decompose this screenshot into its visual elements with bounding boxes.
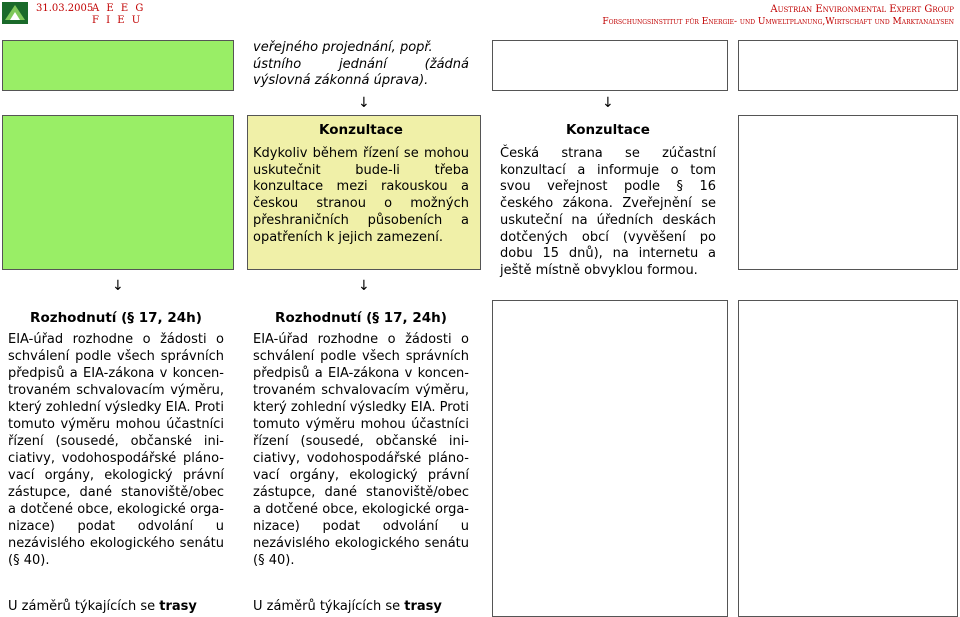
arrow-down-icon: ↓ xyxy=(358,95,370,111)
consultation-cz-title: Konzultace xyxy=(566,122,650,138)
header-org-name-2: Forschungsinstitut für Energie- und Umweltplanung,Wirtschaft und Marktanalysen xyxy=(602,17,954,27)
header-date: 31.03.2005 xyxy=(36,3,94,14)
decision-right-text: EIA-úřad rozhodne o žádosti o schválení podle všech správních předpisů a EIA-zákona v koncen-trovaném schvalovacím výměru, který zohlední výsledky EIA. Proti tomuto výměru mohou účastníci řízení (sousedé, občanské ini-ciativy, vodohospodářské pláno-vací orgány, ekologický právní zástupce, dané stanoviště/obec a dotčené obce, ekologické orga-nizace) podat odvolání u nezávislého ekologického senátu (§ 40). xyxy=(253,332,469,568)
col2-top-line-3: výslovná zákonná úprava). xyxy=(253,73,429,89)
arrow-down-icon: ↓ xyxy=(112,278,124,294)
arrow-down-icon: ↓ xyxy=(602,95,614,111)
consultation-at-title: Konzultace xyxy=(319,122,403,138)
decision-left-title: Rozhodnutí (§ 17, 24h) xyxy=(30,310,202,326)
white-box-top-right xyxy=(738,40,958,91)
decision-right-footer-text: U záměrů týkajících se xyxy=(253,599,405,614)
decision-left-text: EIA-úřad rozhodne o žádosti o schválení podle všech správních předpisů a EIA-zákona v koncen-trovaném schvalovacím výměru, který zohlední výsledky EIA. Proti tomuto výměru mohou účastníci řízení (sousedé, občanské ini-ciativy, vodohospodářské pláno-vací orgány, ekologický právní zástupce, dané stanoviště/obec a dotčené obce, ekologické orga-nizace) podat odvolání u nezávislého ekologického senátu (§ 40). xyxy=(8,332,224,568)
col2-top-text xyxy=(253,40,469,90)
header-org-short-2: F I E U xyxy=(92,15,143,26)
arrow-down-icon: ↓ xyxy=(358,278,370,294)
decision-left-footer xyxy=(8,599,224,616)
green-box-top-left xyxy=(2,40,234,91)
consultation-cz-text: Česká strana se zúčastní konzultací a informuje o tom svou veřejnost podle § 16 českého zákona. Zveřejnění se uskuteční na úředních deskách dotčených obcí (vyvěšení po dobu 15 dnů), na internetu a ještě místně obvyklou formou. xyxy=(500,146,716,278)
col2-top-line-1: veřejného projednání, popř. xyxy=(253,40,433,55)
decision-right-title: Rozhodnutí (§ 17, 24h) xyxy=(275,310,447,326)
decision-left-footer-text: U záměrů týkajících se xyxy=(8,599,160,614)
consultation-at-text: Kdykoliv během řízení se mohou uskutečnit bude-li třeba konzultace mezi rakouskou a českou stranou o možných přeshraničních působeních a opatřeních k jejich zamezení. xyxy=(253,146,469,245)
white-box-bottom-cz xyxy=(492,300,728,617)
decision-left-footer-bold: trasy xyxy=(159,599,197,614)
organization-logo-icon xyxy=(2,2,28,24)
col2-top-line-2: ústního jednání (žádná xyxy=(253,56,469,72)
white-box-middle-right xyxy=(738,115,958,270)
header-org-short-1: A E E G xyxy=(92,3,146,14)
green-box-middle-left xyxy=(2,115,234,270)
decision-right-footer-bold: trasy xyxy=(404,599,442,614)
white-box-top-cz xyxy=(492,40,728,91)
header-org-name-1: Austrian Environmental Expert Group xyxy=(770,4,954,15)
decision-right-footer xyxy=(253,599,469,616)
white-box-bottom-right xyxy=(738,300,958,617)
